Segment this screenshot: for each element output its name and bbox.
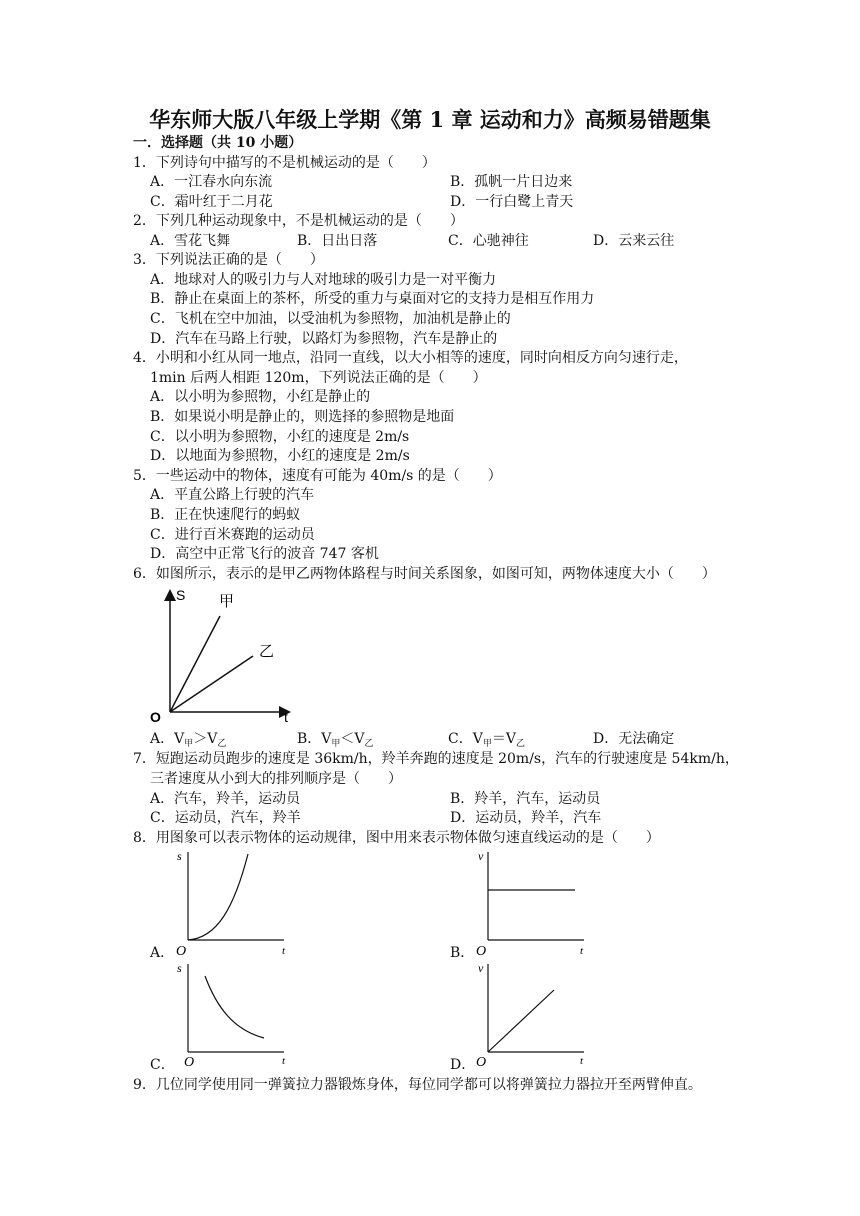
- q1-option-c: C．霜叶红于二月花: [150, 194, 273, 210]
- q7-option-a: A．汽车，羚羊，运动员: [150, 791, 301, 807]
- q8-option-b: B．: [450, 945, 475, 961]
- question-7-stem-line2: 三者速度从小到大的排列顺序是（ ）: [150, 771, 402, 787]
- question-1-stem: 1．下列诗句中描写的不是机械运动的是（ ）: [133, 155, 436, 171]
- q8a-y-label: s: [177, 849, 182, 863]
- q8c-y-label: s: [177, 961, 182, 975]
- q1-option-a: A．一江春水向东流: [150, 174, 273, 190]
- q8b-y-label: v: [478, 849, 484, 863]
- q3-option-b: B．静止在桌面上的茶杯，所受的重力与桌面对它的支持力是相互作用力: [150, 291, 595, 307]
- q6-line-jia: [170, 616, 220, 712]
- question-6-stem: 6．如图所示，表示的是甲乙两物体路程与时间关系图象，如图可知，两物体速度大小（ ）: [133, 566, 716, 582]
- q5-option-d: D．高空中正常飞行的波音 747 客机: [150, 546, 379, 562]
- q8a-x-label: t: [282, 945, 286, 957]
- question-9-stem: 9．几位同学使用同一弹簧拉力器锻炼身体，每位同学都可以将弹簧拉力器拉开至两臂伸直。: [133, 1077, 702, 1093]
- q8b-x-label: t: [580, 945, 584, 957]
- q8b-origin: O: [476, 944, 487, 959]
- page-title: 华东师大版八年级上学期《第 1 章 运动和力》高频易错题集: [149, 107, 711, 132]
- q8c-curve: [205, 976, 264, 1038]
- q3-option-c: C．飞机在空中加油，以受油机为参照物，加油机是静止的: [150, 311, 511, 327]
- q1-option-b: B．孤帆一片日边来: [450, 174, 573, 190]
- q6-line-yi: [170, 656, 253, 712]
- q8-option-c: C．: [150, 1057, 175, 1073]
- q2-option-a: A．雪花飞舞: [150, 233, 231, 249]
- q8d-y-label: v: [478, 961, 484, 975]
- q8-graph-d: [474, 960, 599, 1072]
- q8d-origin: O: [476, 1055, 487, 1070]
- q6-option-d: D．无法确定: [593, 731, 675, 747]
- q3-option-a: A．地球对人的吸引力与人对地球的吸引力是一对平衡力: [150, 272, 497, 288]
- q4-option-c: C．以小明为参照物，小红的速度是 2m/s: [150, 429, 410, 445]
- q6-origin-label: O: [150, 709, 161, 725]
- q1-option-d: D．一行白鹭上青天: [450, 194, 574, 210]
- q8a-curve: [188, 854, 248, 940]
- q8-option-a: A．: [150, 945, 175, 961]
- q6-label-yi: 乙: [259, 642, 275, 660]
- q2-option-b: B．日出日落: [297, 233, 378, 249]
- question-8-stem: 8．用图象可以表示物体的运动规律，图中用来表示物体做匀速直线运动的是（ ）: [133, 830, 660, 846]
- q6-option-a: A．$V_甲>V_乙$: [150, 731, 227, 749]
- q8-graph-c: [172, 960, 297, 1072]
- q5-option-c: C．进行百米赛跑的运动员: [150, 527, 315, 543]
- q8-graph-b: [474, 848, 599, 960]
- q4-option-d: D．以地面为参照物，小红的速度是 2m/s: [150, 448, 410, 464]
- q5-option-a: A．平直公路上行驶的汽车: [150, 487, 315, 503]
- question-2-stem: 2．下列几种运动现象中，不是机械运动的是（ ）: [133, 213, 464, 229]
- q7-option-b: B．羚羊，汽车，运动员: [450, 791, 601, 807]
- q2-option-d: D．云来云往: [593, 233, 675, 249]
- q8d-line: [488, 990, 554, 1052]
- q8-graph-a: [172, 848, 297, 960]
- q8c-origin: O: [184, 1055, 195, 1070]
- question-4-stem-line1: 4．小明和小红从同一地点，沿同一直线，以大小相等的速度，同时向相反方向匀速行走，: [133, 350, 688, 366]
- q7-option-c: C．运动员，汽车，羚羊: [150, 810, 301, 826]
- q6-option-b: B．$V_甲<V_乙$: [297, 731, 374, 749]
- question-4-stem-line2: 1min 后两人相距 120m，下列说法正确的是（ ）: [150, 370, 487, 386]
- q3-option-d: D．汽车在马路上行驶，以路灯为参照物，汽车是静止的: [150, 331, 498, 347]
- q8d-x-label: t: [580, 1055, 584, 1067]
- section-heading: 一．选择题（共 10 小题）: [133, 135, 303, 151]
- q4-option-a: A．以小明为参照物，小红是静止的: [150, 389, 371, 405]
- question-5-stem: 5．一些运动中的物体，速度有可能为 40m/s 的是（ ）: [133, 468, 502, 484]
- q2-option-c: C．心驰神往: [448, 233, 529, 249]
- q6-option-c: C．$V_甲=V_乙$: [448, 731, 525, 749]
- q4-option-b: B．如果说小明是静止的，则选择的参照物是地面: [150, 409, 455, 425]
- q5-option-b: B．正在快速爬行的蚂蚁: [150, 507, 301, 523]
- q8-option-d: D．: [450, 1057, 476, 1073]
- question-7-stem-line1: 7．短跑运动员跑步的速度是 36km/h，羚羊奔跑的速度是 20m/s，汽车的行驶速度是 54km/h，: [133, 751, 739, 767]
- q7-option-d: D．运动员，羚羊，汽车: [450, 810, 602, 826]
- q6-y-label: S: [176, 587, 186, 603]
- q6-x-label: t: [284, 709, 288, 725]
- question-3-stem: 3．下列说法正确的是（ ）: [133, 252, 324, 268]
- q6-label-jia: 甲: [219, 592, 235, 610]
- q8a-origin: O: [176, 944, 187, 959]
- q8c-x-label: t: [282, 1055, 286, 1067]
- q6-st-graph: [148, 586, 298, 726]
